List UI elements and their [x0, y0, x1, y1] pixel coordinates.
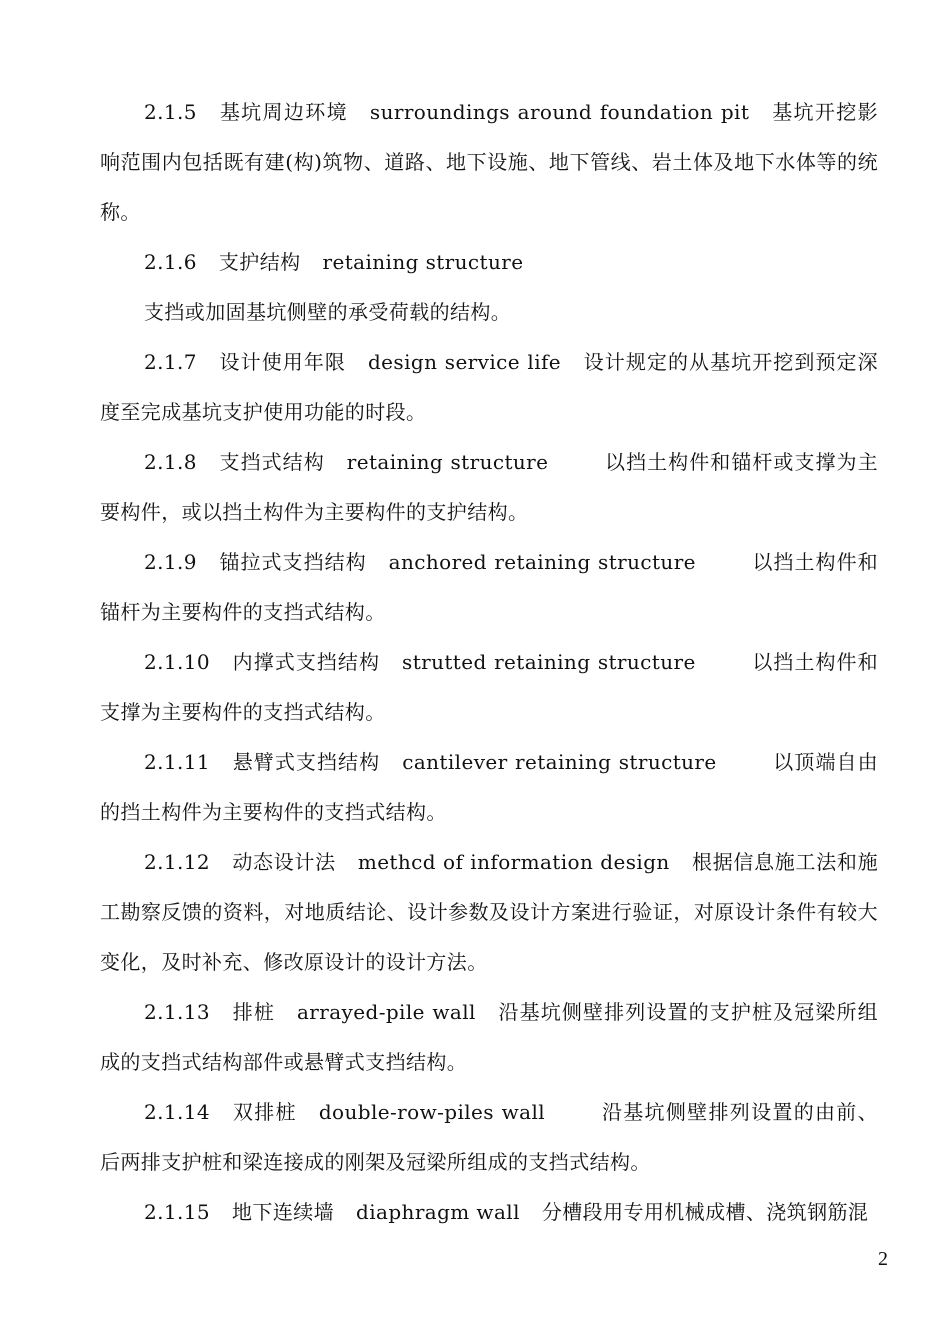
term-number: 2.1.11 — [144, 750, 211, 774]
term-definition: 以挡土构件和锚杆为主要构件的支挡式结构。 — [100, 550, 878, 624]
term-english: diaphragm wall — [356, 1200, 520, 1224]
term-chinese: 动态设计法 — [232, 850, 336, 874]
term-chinese: 锚拉式支挡结构 — [218, 550, 367, 574]
term-english: surroundings around foundation pit — [369, 100, 750, 124]
term-english: methcd of information design — [357, 850, 670, 874]
term-number: 2.1.6 — [144, 250, 197, 274]
term-english: double-row-piles wall — [318, 1100, 546, 1124]
term-number: 2.1.7 — [144, 350, 197, 374]
terms-section — [100, 87, 878, 1237]
term-definition: 设计规定的从基坑开挖到预定深度至完成基坑支护使用功能的时段。 — [100, 350, 878, 424]
term-entry — [100, 437, 878, 537]
term-chinese: 内撑式支挡结构 — [232, 650, 381, 674]
term-definition: 以挡土构件和锚杆或支撑为主要构件，或以挡土构件为主要构件的支护结构。 — [100, 450, 879, 524]
term-number: 2.1.8 — [144, 450, 197, 474]
term-entry — [100, 537, 878, 637]
term-chinese: 支挡式结构 — [218, 450, 325, 474]
term-entry — [100, 337, 878, 437]
term-definition: 沿基坑侧壁排列设置的由前、后两排支护桩和梁连接成的刚架及冠梁所组成的支挡式结构。 — [100, 1100, 879, 1174]
term-definition: 支挡或加固基坑侧壁的承受荷载的结构。 — [144, 300, 512, 324]
term-definition: 以顶端自由的挡土构件为主要构件的支挡式结构。 — [100, 750, 878, 824]
term-entry — [100, 737, 878, 837]
term-number: 2.1.10 — [144, 650, 211, 674]
term-entry — [100, 1187, 878, 1237]
term-chinese: 地下连续墙 — [232, 1200, 335, 1224]
term-chinese: 支护结构 — [218, 250, 301, 274]
term-english: arrayed-pile wall — [296, 1000, 476, 1024]
term-entry — [100, 837, 878, 987]
term-definition: 以挡土构件和支撑为主要构件的支挡式结构。 — [100, 650, 878, 724]
term-entry — [100, 637, 878, 737]
term-entry — [100, 987, 878, 1087]
term-chinese: 排桩 — [232, 1000, 275, 1024]
term-number: 2.1.15 — [144, 1200, 211, 1224]
term-chinese: 基坑周边环境 — [218, 100, 348, 124]
term-english: design service life — [367, 350, 562, 374]
term-english: cantilever retaining structure — [402, 750, 717, 774]
term-english: retaining structure — [322, 250, 524, 274]
term-number: 2.1.12 — [144, 850, 211, 874]
term-english: retaining structure — [346, 450, 549, 474]
term-chinese: 双排桩 — [232, 1100, 297, 1124]
term-number: 2.1.14 — [144, 1100, 211, 1124]
term-chinese: 设计使用年限 — [218, 350, 346, 374]
term-entry — [100, 237, 878, 287]
page-number: 2 — [878, 1248, 888, 1270]
term-english: strutted retaining structure — [402, 650, 696, 674]
term-definition: 根据信息施工法和施工勘察反馈的资料，对地质结论、设计参数及设计方案进行验证，对原设计条件有较大变化，及时补充、修改原设计的设计方法。 — [100, 850, 878, 974]
term-chinese: 悬臂式支挡结构 — [232, 750, 381, 774]
term-definition: 分槽段用专用机械成槽、浇筑钢筋混 — [541, 1200, 869, 1224]
term-definition: 基坑开挖影响范围内包括既有建(构)筑物、道路、地下设施、地下管线、岩土体及地下水体等的统称。 — [100, 100, 878, 224]
term-number: 2.1.5 — [144, 100, 197, 124]
term-entry — [100, 1087, 878, 1187]
term-number: 2.1.9 — [144, 550, 197, 574]
term-definition-paragraph — [100, 287, 878, 337]
term-number: 2.1.13 — [144, 1000, 211, 1024]
term-english: anchored retaining structure — [388, 550, 696, 574]
term-definition: 沿基坑侧壁排列设置的支护桩及冠梁所组成的支挡式结构部件或悬臂式支挡结构。 — [100, 1000, 878, 1074]
term-entry — [100, 87, 878, 237]
